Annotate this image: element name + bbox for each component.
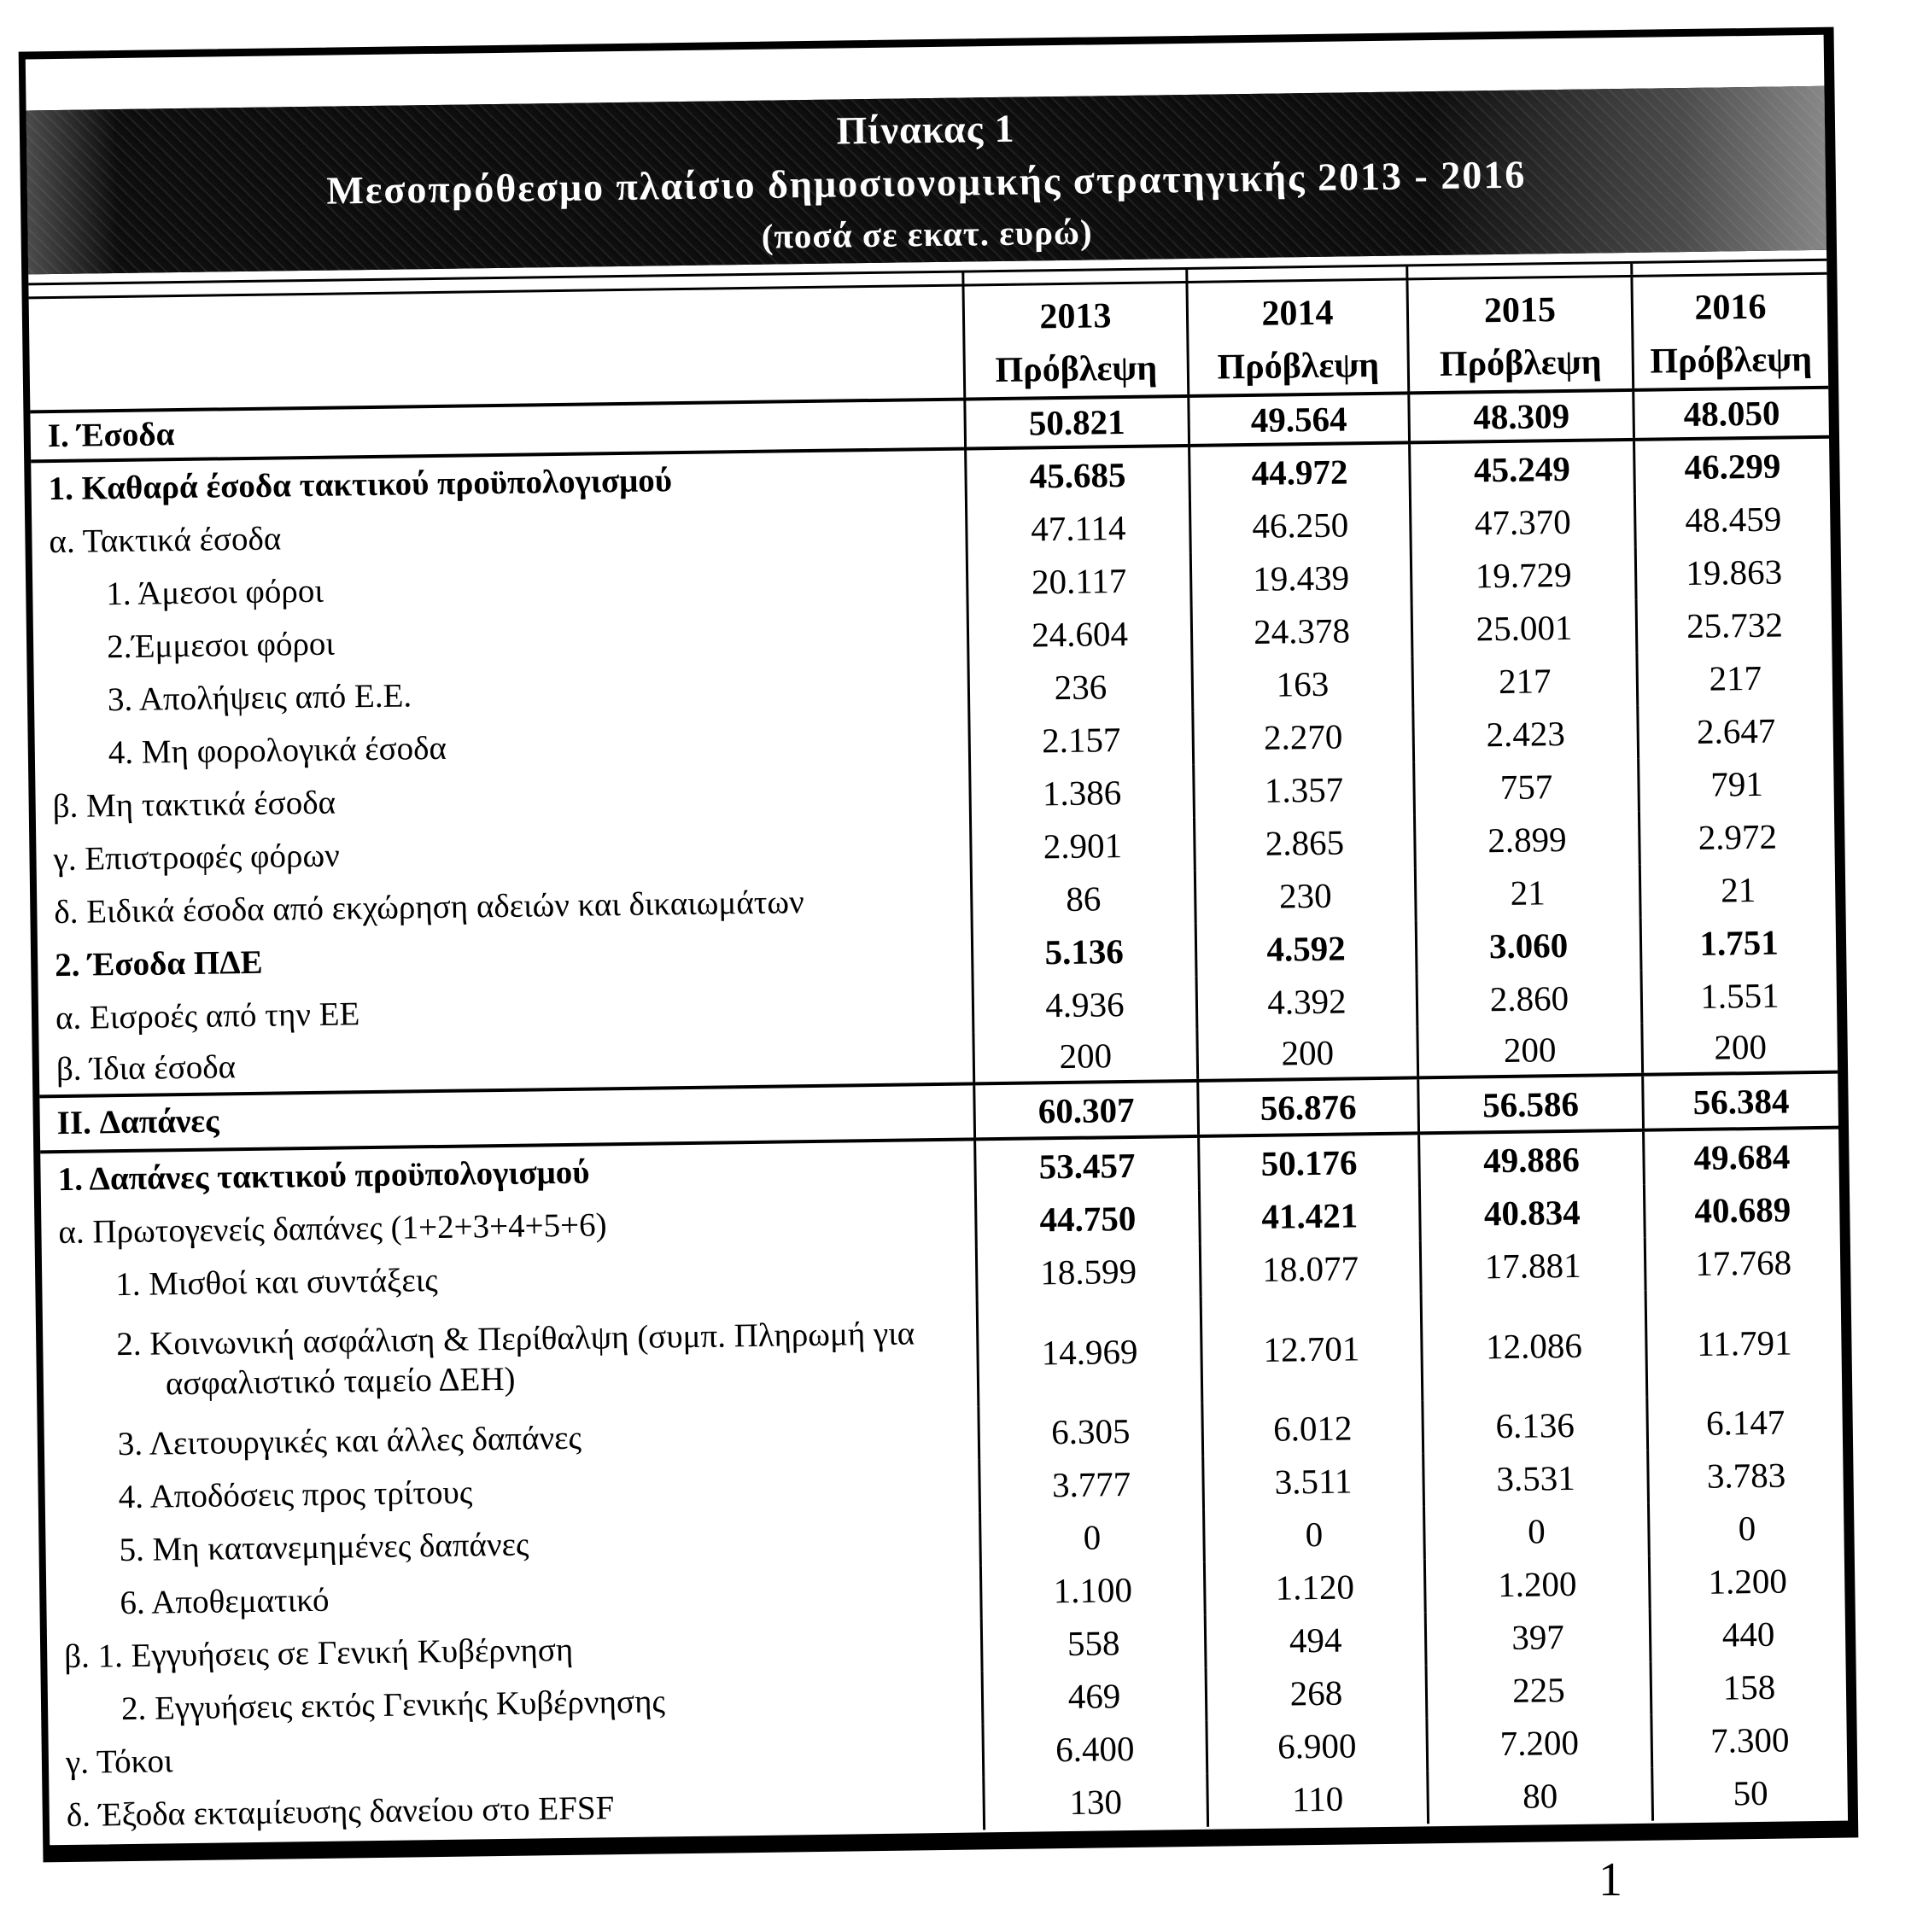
row-value: 0 <box>1647 1501 1844 1556</box>
banner-unit-note: (ποσά σε εκατ. ευρώ) <box>761 211 1093 256</box>
row-value: 1.120 <box>1203 1559 1424 1615</box>
row-value: 50.821 <box>963 398 1188 447</box>
row-value: 2.157 <box>967 712 1192 768</box>
row-value: 48.050 <box>1632 389 1829 438</box>
row-value: 19.863 <box>1634 545 1832 600</box>
row-value: 56.384 <box>1641 1074 1838 1129</box>
row-label-text: 4. Αποδόσεις προς τρίτους <box>118 1474 473 1516</box>
row-value: 791 <box>1637 756 1834 812</box>
rule-cell <box>961 270 1185 284</box>
row-value: 1.200 <box>1648 1554 1845 1609</box>
row-value: 40.834 <box>1418 1185 1644 1241</box>
row-value: 494 <box>1204 1612 1425 1668</box>
row-value: 44.972 <box>1188 444 1409 500</box>
row-value: 558 <box>980 1615 1205 1672</box>
row-value: 200 <box>1640 1021 1838 1073</box>
row-value: 7.300 <box>1650 1713 1847 1768</box>
row-value: 49.564 <box>1187 394 1408 444</box>
row-label-text: I. Έσοδα <box>47 416 175 455</box>
row-label-text: γ. Επιστροφές φόρων <box>53 837 341 878</box>
col-header-sub: Πρόβλεψη <box>1650 340 1813 382</box>
row-value: 200 <box>1195 1026 1417 1079</box>
col-header-year: 2015 <box>1483 290 1557 331</box>
row-value: 86 <box>970 871 1195 927</box>
row-value: 0 <box>979 1509 1203 1566</box>
row-label-text: 1. Δαπάνες τακτικού προϋπολογισμού <box>57 1153 590 1199</box>
row-value: 469 <box>981 1668 1206 1725</box>
row-value: 200 <box>972 1030 1196 1083</box>
row-value: 49.684 <box>1642 1129 1839 1185</box>
row-value: 4.936 <box>972 977 1196 1033</box>
col-header-year: 2016 <box>1694 287 1767 328</box>
row-value: 46.250 <box>1189 497 1410 553</box>
row-value: 50 <box>1651 1766 1848 1821</box>
row-value: 230 <box>1194 867 1415 924</box>
row-value: 236 <box>967 659 1191 715</box>
row-value: 48.459 <box>1634 492 1831 547</box>
row-value: 45.249 <box>1408 441 1634 498</box>
row-value: 3.777 <box>978 1456 1202 1513</box>
row-value: 56.876 <box>1196 1079 1417 1135</box>
row-value: 440 <box>1649 1607 1846 1662</box>
row-value: 6.012 <box>1201 1400 1422 1456</box>
col-header-2014 <box>1185 280 1407 394</box>
row-value: 4.592 <box>1195 920 1416 977</box>
row-label-text: α. Πρωτογενείς δαπάνες (1+2+3+4+5+6) <box>58 1206 607 1252</box>
row-value: 24.378 <box>1190 603 1411 659</box>
row-label-text: 4. Μη φορολογικά έσοδα <box>108 729 447 772</box>
row-value: 217 <box>1635 651 1832 706</box>
row-value: 25.001 <box>1411 600 1636 657</box>
row-value: 53.457 <box>973 1138 1198 1194</box>
col-header-2015 <box>1406 277 1632 392</box>
col-header-sub: Πρόβλεψη <box>1439 342 1602 384</box>
row-label-text: 1. Άμεσοι φόροι <box>106 572 324 613</box>
row-label-text: α. Τακτικά έσοδα <box>49 520 282 561</box>
row-value: 217 <box>1411 653 1636 709</box>
row-value: 0 <box>1423 1503 1648 1560</box>
row-value: 3.060 <box>1415 918 1640 974</box>
row-value: 268 <box>1205 1665 1426 1721</box>
row-value: 3.511 <box>1201 1453 1423 1509</box>
row-value: 1.100 <box>979 1562 1204 1619</box>
row-value: 47.114 <box>965 500 1189 557</box>
row-value: 21 <box>1639 862 1836 918</box>
row-value: 6.147 <box>1645 1395 1843 1450</box>
row-label-text: 2. Εγγυήσεις εκτός Γενικής Κυβέρνησης <box>120 1683 666 1728</box>
row-value: 12.701 <box>1200 1293 1422 1404</box>
row-value: 40.689 <box>1643 1182 1840 1238</box>
row-value: 225 <box>1425 1662 1651 1719</box>
row-label-text: 2. Έσοδα ΠΔΕ <box>54 943 263 984</box>
rule-cell <box>1406 264 1630 278</box>
row-value: 2.423 <box>1411 706 1637 762</box>
row-value: 7.200 <box>1425 1715 1651 1771</box>
row-value: 45.685 <box>964 447 1189 504</box>
row-value: 18.077 <box>1199 1240 1420 1297</box>
row-value: 20.117 <box>966 553 1190 610</box>
row-value: 163 <box>1190 656 1411 712</box>
row-value: 0 <box>1202 1506 1423 1562</box>
row-value: 2.899 <box>1413 812 1639 868</box>
row-value: 46.299 <box>1633 439 1830 494</box>
row-value: 2.647 <box>1636 703 1833 759</box>
row-value: 60.307 <box>973 1083 1197 1138</box>
row-value: 25.732 <box>1635 598 1832 653</box>
row-value: 24.604 <box>967 606 1191 662</box>
row-value: 12.086 <box>1420 1291 1646 1401</box>
row-label-text: 2.Έμμεσοι φόροι <box>106 625 336 666</box>
row-value: 2.901 <box>969 818 1194 874</box>
row-value: 2.972 <box>1638 809 1835 865</box>
row-value: 5.136 <box>971 924 1195 980</box>
row-value: 17.881 <box>1419 1238 1645 1294</box>
row-label-text: β. Μη τακτικά έσοδα <box>52 784 336 826</box>
col-header-sub: Πρόβλεψη <box>995 348 1158 391</box>
row-value: 130 <box>982 1774 1207 1830</box>
row-value: 200 <box>1416 1024 1641 1077</box>
row-label-text: β. 1. Εγγυήσεις σε Γενική Κυβέρνηση <box>63 1631 574 1675</box>
page-number: 1 <box>1598 1853 1622 1906</box>
row-label-text: 1. Καθαρά έσοδα τακτικού προϋπολογισμού <box>48 462 673 508</box>
rule-cell <box>1630 261 1826 275</box>
row-value: 1.357 <box>1192 762 1413 818</box>
banner-title: Πίνακας 1 <box>836 106 1015 153</box>
row-label-text: 3. Λειτουργικές και άλλες δαπάνες <box>117 1419 582 1463</box>
row-label-text: 2. Κοινωνική ασφάλιση & Περίθαλψη (συμπ. Πληρωμή για <box>115 1315 915 1363</box>
col-header-2013 <box>962 283 1188 398</box>
row-label-text: 5. Μη κατανεμημένες δαπάνες <box>119 1526 529 1569</box>
row-value: 397 <box>1424 1609 1650 1666</box>
row-label-text: γ. Τόκοι <box>65 1742 173 1781</box>
row-value: 17.768 <box>1644 1235 1841 1291</box>
col-header-2016 <box>1630 275 1828 388</box>
row-value: 44.750 <box>974 1191 1199 1247</box>
row-value: 757 <box>1412 759 1638 815</box>
row-value: 1.200 <box>1423 1556 1649 1613</box>
row-value: 48.309 <box>1407 392 1633 441</box>
row-label-text: β. Ίδια έσοδα <box>56 1048 237 1089</box>
row-value: 3.783 <box>1646 1448 1844 1503</box>
row-value: 6.136 <box>1421 1398 1646 1454</box>
table-title-banner <box>26 86 1826 275</box>
row-label-text: α. Εισροές από την ΕΕ <box>55 995 360 1037</box>
row-label-text: δ. Ειδικά έσοδα από εκχώρηση αδειών και δικαιωμάτων <box>54 884 804 931</box>
row-label-text: 3. Απολήψεις από Ε.Ε. <box>107 677 412 719</box>
banner-subtitle: Μεσοπρόθεσμο πλαίσιο δημοσιονομικής στρατηγικής 2013 - 2016 <box>326 152 1527 213</box>
row-value: 80 <box>1426 1768 1651 1824</box>
row-value: 4.392 <box>1195 973 1417 1030</box>
row-value: 3.531 <box>1422 1450 1647 1507</box>
col-header-year: 2013 <box>1039 296 1112 337</box>
col-header-sub: Πρόβλεψη <box>1217 345 1380 388</box>
row-value: 50.176 <box>1197 1135 1418 1191</box>
row-value: 1.751 <box>1639 915 1837 971</box>
row-label-text: δ. Έξοδα εκταμίευσης δανείου στο EFSF <box>66 1789 615 1834</box>
fiscal-table <box>28 259 1848 1842</box>
row-value: 1.551 <box>1639 968 1837 1024</box>
row-value: 19.439 <box>1189 550 1411 606</box>
row-value: 18.599 <box>975 1244 1200 1300</box>
row-value: 6.900 <box>1205 1718 1426 1774</box>
header-spacer-cell <box>29 287 964 411</box>
col-header-year: 2014 <box>1261 293 1334 334</box>
row-value: 19.729 <box>1410 547 1635 604</box>
row-value: 47.370 <box>1409 494 1634 551</box>
row-value: 56.586 <box>1417 1077 1642 1132</box>
row-value: 110 <box>1206 1771 1427 1827</box>
row-label-text: 1. Μισθοί και συντάξεις <box>115 1262 438 1304</box>
row-value: 14.969 <box>976 1297 1201 1407</box>
row-value: 2.865 <box>1193 814 1414 871</box>
row-value: 11.791 <box>1645 1288 1843 1398</box>
row-value: 6.400 <box>981 1721 1206 1777</box>
rule-cell <box>1185 266 1406 281</box>
row-label-text: II. Δαπάνες <box>56 1102 219 1142</box>
row-value: 21 <box>1414 865 1639 921</box>
row-label <box>43 1299 978 1419</box>
row-value: 158 <box>1650 1660 1847 1715</box>
row-label-text: 6. Αποθεματικό <box>120 1581 330 1622</box>
row-value: 49.886 <box>1417 1132 1643 1188</box>
row-value: 6.305 <box>977 1404 1201 1460</box>
row-value: 2.270 <box>1191 709 1412 765</box>
row-value: 41.421 <box>1198 1188 1419 1244</box>
row-value: 1.386 <box>968 765 1193 821</box>
page-frame <box>19 27 1859 1863</box>
row-value: 2.860 <box>1416 971 1641 1027</box>
row-label-text-line2: ασφαλιστικό ταμείο ΔΕΗ) <box>165 1360 516 1402</box>
